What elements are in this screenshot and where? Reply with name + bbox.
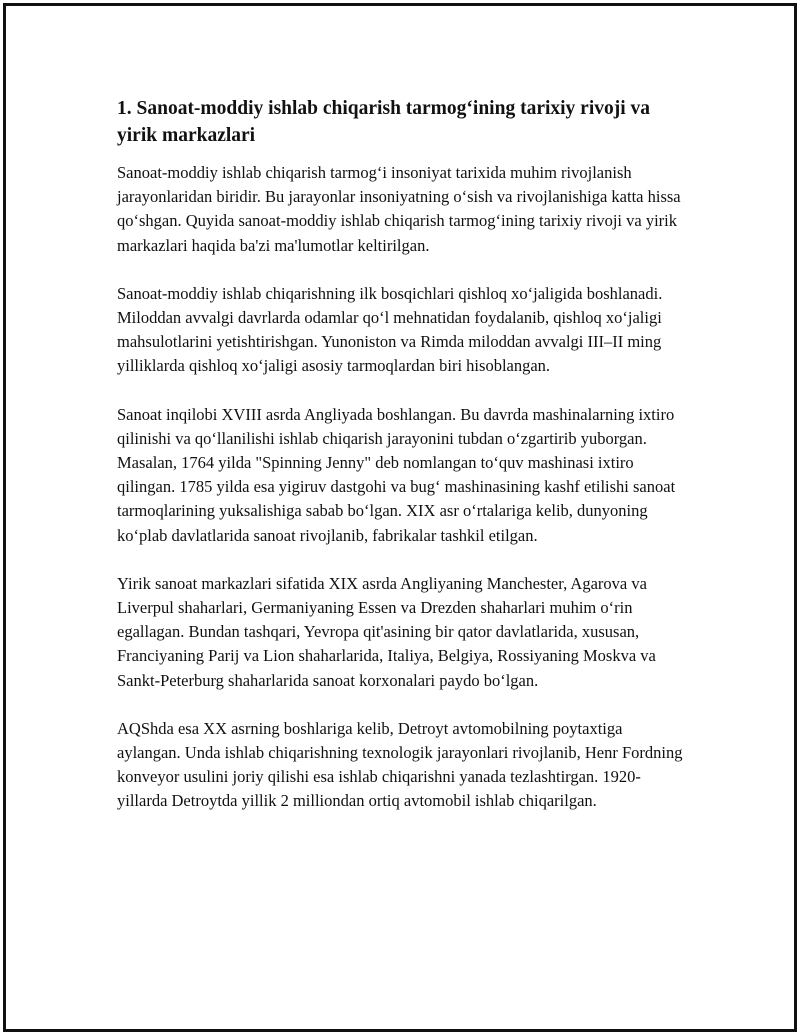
section-heading: 1. Sanoat-moddiy ishlab chiqarish tarmog‘ining tarixiy rivoji va yirik markazlari [117, 98, 651, 146]
paragraph-early-stages: Sanoat-moddiy ishlab chiqarishning ilk bosqichlari qishloq xo‘jaligida boshlanadi. Miloddan avvalgi davrlarda odamlar qo‘l mehnatidan foydalanib, qishloq xo‘jaligi mahsulotlarini yetishtirishgan. Yunoniston va Rimda miloddan avvalgi III–II ming yilliklarda qishloq xo‘jaligi asosiy tarmoqlardan biri hisoblangan. [117, 283, 663, 376]
paragraph-industrial-centers: Yirik sanoat markazlari sifatida XIX asrda Angliyaning Manchester, Agarova va Liverpul shaharlari, Germaniyaning Essen va Drezden shaharlari muhim o‘rin egallagan. Bundan tashqari, Yevropa qit'asining bir qator davlatlarida, xususan, Franciyaning Parij va Lion shaharlarida, Italiya, Belgiya, Rossiyaning Moskva va Sankt-Peterburg shaharlarida sanoat korxonalari paydo bo‘lgan. [117, 573, 656, 690]
paragraph-intro: Sanoat-moddiy ishlab chiqarish tarmog‘i insoniyat tarixida muhim rivojlanish jarayonlaridan biridir. Bu jarayonlar insoniyatning o‘sish va rivojlanishiga katta hissa qo‘shgan. Quyida sanoat-moddiy ishlab chiqarish tarmog‘ining tarixiy rivoji va yirik markazlari haqida ba'zi ma'lumotlar keltirilgan. [117, 163, 681, 255]
document-body [117, 95, 689, 838]
paragraph-industrial-revolution: Sanoat inqilobi XVIII asrda Angliyada boshlangan. Bu davrda mashinalarning ixtiro qilinishi va qo‘llanilishi ishlab chiqarish jarayonini tubdan o‘zgartirib yuborgan. Masalan, 1764 yilda "Spinning Jenny" deb nomlangan to‘quv mashinasi ixtiro qilingan. 1785 yilda esa yigiruv dastgohi va bug‘ mashinasining kashf etilishi sanoat tarmoqlarining yuksalishiga sabab bo‘lgan. XIX asr o‘rtalariga kelib, dunyoning ko‘plab davlatlarida sanoat rivojlanib, fabrikalar tashkil etilgan. [117, 404, 676, 545]
paragraph-usa-detroit: AQShda esa XX asrning boshlariga kelib, Detroyt avtomobilning poytaxtiga aylangan. Unda ishlab chiqarishning texnologik jarayonlari rivojlanib, Henr Fordning konveyor usulini joriy qilishi esa ishlab chiqarishni yanada tezlashtirgan. 1920-yillarda Detroytda yillik 2 milliondan ortiq avtomobil ishlab chiqarilgan. [117, 718, 683, 811]
